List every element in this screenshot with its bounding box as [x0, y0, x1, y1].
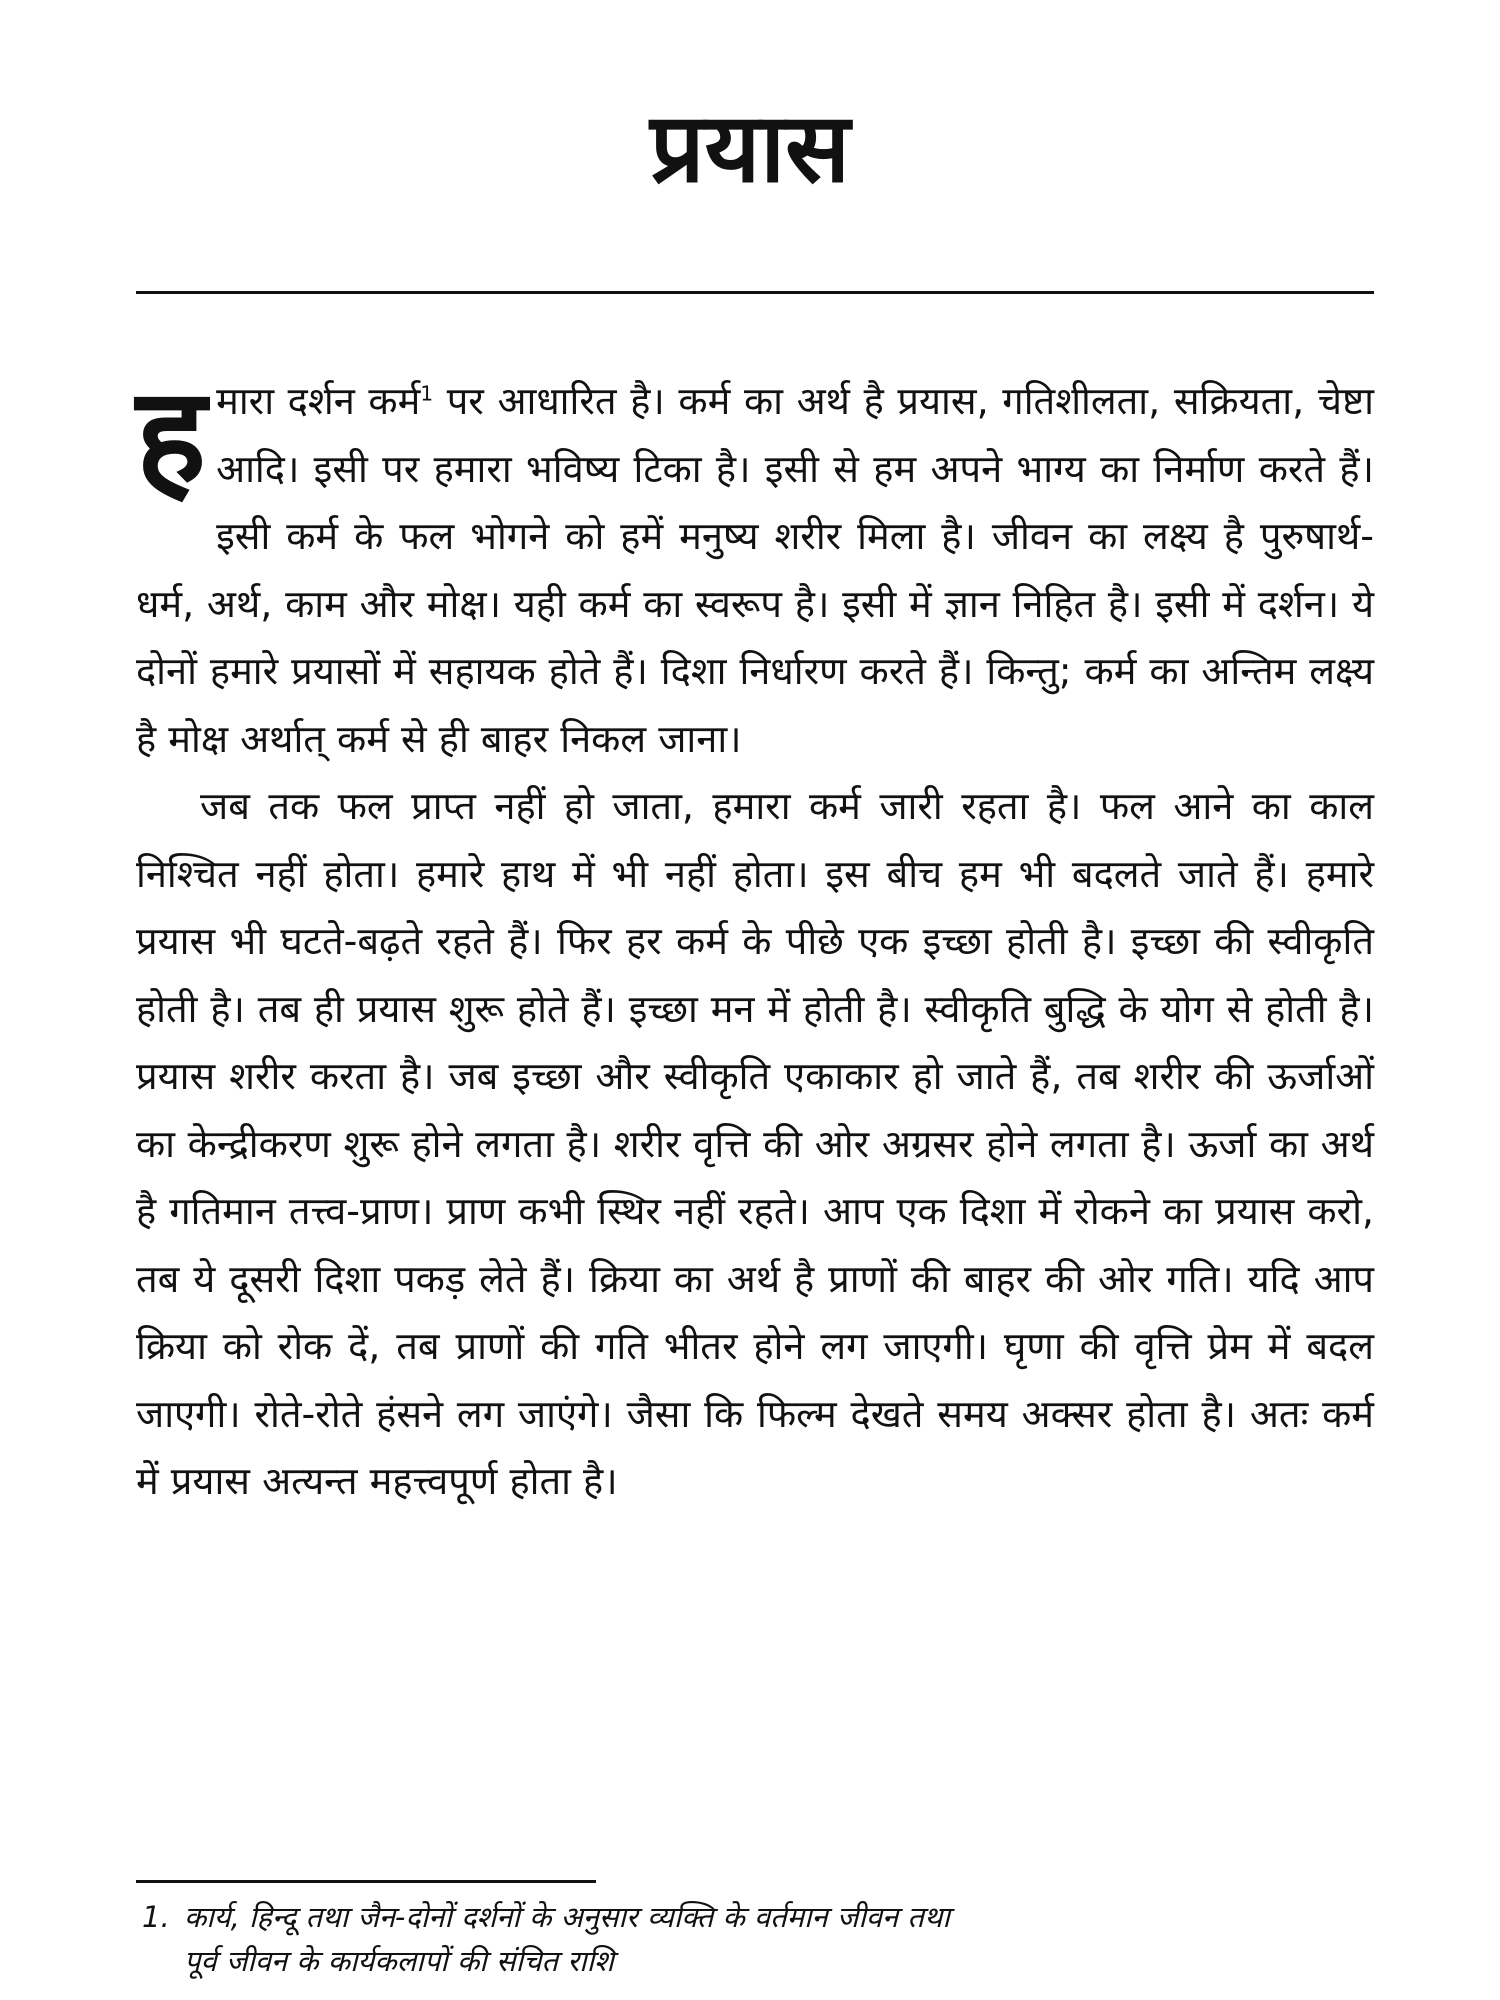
footnote-number: 1.	[142, 1900, 170, 1934]
footnote-line-1	[142, 1895, 1374, 1939]
footnote	[142, 1895, 1374, 1983]
paragraph-1-rest: पर आधारित है। कर्म का अर्थ है प्रयास, गतिशीलता, सक्रियता, चेष्टा आदि। इसी पर हमारा भविष्य टिका है। इसी से हम अपने भाग्य का निर्माण करते हैं। इसी कर्म के फल भोगने को हमें मनुष्य शरीर मिला है। जीवन का लक्ष्य है पुरुषार्थ- धर्म, अर्थ, काम और मोक्ष। यही कर्म का स्वरूप है। इसी में ज्ञान निहित है। इसी में दर्शन। ये दोनों हमारे प्रयासों में सहायक होते हैं। दिशा निर्धारण करते हैं। किन्तु; कर्म का अन्तिम लक्ष्य है मोक्ष अर्थात् कर्म से ही बाहर निकल जाना।	[136, 379, 1375, 761]
footnote-text-1: कार्य, हिन्दू तथा जैन-दोनों दर्शनों के अनुसार व्यक्ति के वर्तमान जीवन तथा	[184, 1900, 950, 1934]
footnote-reference: 1	[420, 381, 434, 406]
paragraph-2: जब तक फल प्राप्त नहीं हो जाता, हमारा कर्म जारी रहता है। फल आने का काल निश्चित नहीं होता। हमारे हाथ में भी नहीं होता। इस बीच हम भी बदलते जाते हैं। हमारे प्रयास भी घटते-बढ़ते रहते हैं। फिर हर कर्म के पीछे एक इच्छा होती है। इच्छा की स्वीकृति होती है। तब ही प्रयास शुरू होते हैं। इच्छा मन में होती है। स्वीकृति बुद्धि के योग से होती है। प्रयास शरीर करता है। जब इच्छा और स्वीकृति एकाकार हो जाते हैं, तब शरीर की ऊर्जाओं का केन्द्रीकरण शुरू होने लगता है। शरीर वृत्ति की ओर अग्रसर होने लगता है। ऊर्जा का अर्थ है गतिमान तत्त्व-प्राण। प्राण कभी स्थिर नहीं रहते। आप एक दिशा में रोकने का प्रयास करो, तब ये दूसरी दिशा पकड़ लेते हैं। क्रिया का अर्थ है प्राणों की बाहर की ओर गति। यदि आप क्रिया को रोक दें, तब प्राणों की गति भीतर होने लग जाएगी। घृणा की वृत्ति प्रेम में बदल जाएगी। रोते-रोते हंसने लग जाएंगे। जैसा कि फिल्म देखते समय अक्सर होता है। अतः कर्म में प्रयास अत्यन्त महत्त्वपूर्ण होता है।	[136, 784, 1374, 1503]
paragraph-1-start: मारा दर्शन कर्म	[216, 379, 421, 423]
page-title: प्रयास	[649, 92, 851, 204]
footnote-divider	[136, 1880, 596, 1883]
body-text	[136, 358, 1375, 1516]
footnote-line-2: पूर्व जीवन के कार्यकलापों की संचित राशि	[184, 1944, 614, 1978]
title-divider	[136, 291, 1374, 294]
paragraph-1	[136, 358, 1375, 773]
drop-cap: ह	[136, 358, 207, 513]
